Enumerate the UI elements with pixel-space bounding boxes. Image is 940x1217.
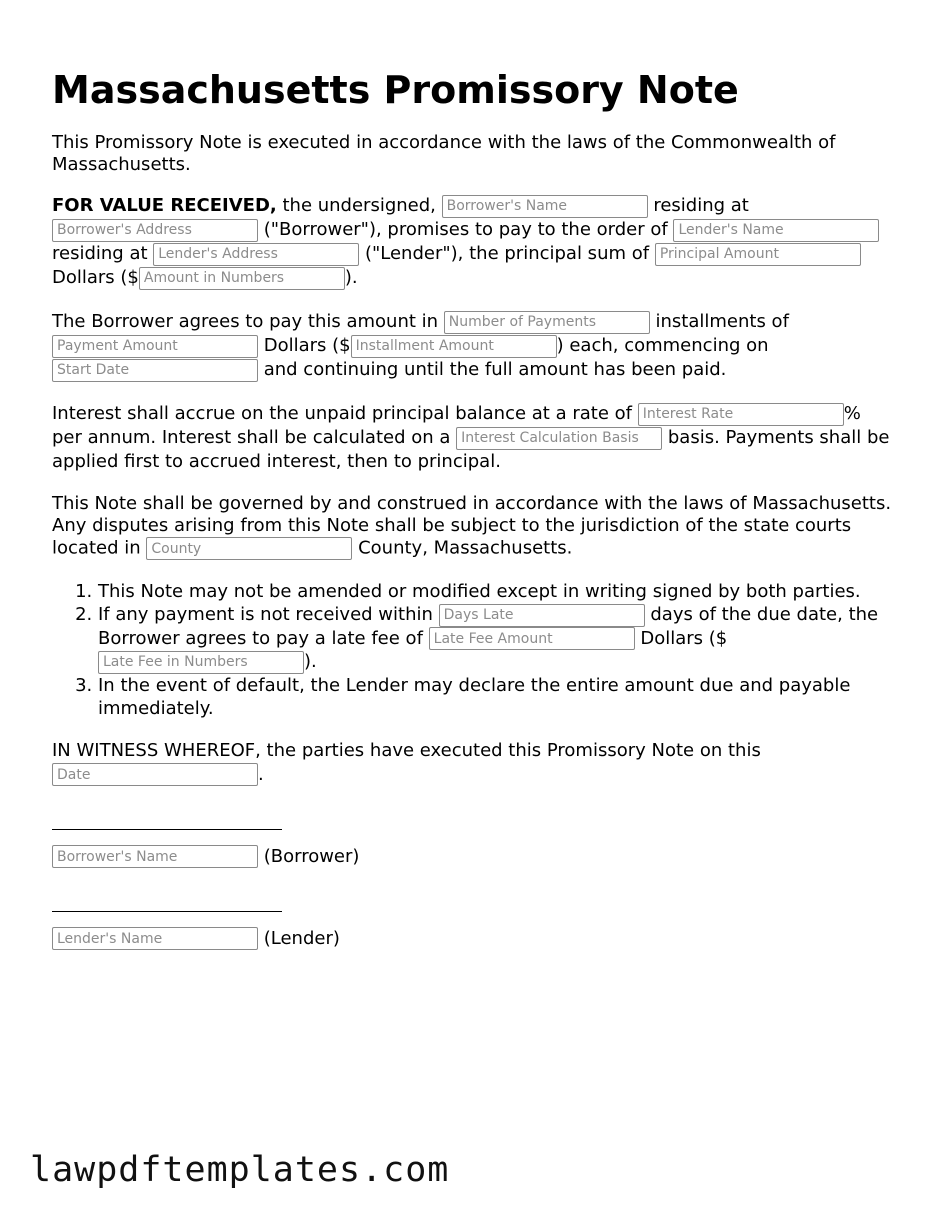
borrower-signature-row [52, 845, 892, 869]
late-fee-numbers-input[interactable] [98, 651, 304, 674]
lender-signature-name-input[interactable] [52, 927, 258, 950]
borrower-label: (Borrower) [258, 845, 360, 867]
footer-watermark: lawpdftemplates.com [30, 1150, 450, 1190]
installment-amount-input[interactable] [351, 335, 557, 358]
value-received-paragraph: FOR VALUE RECEIVED, the undersigned, Borrower's Name residing at Borrower's Address ("Borrower"), promises to pay to the order of Lender's Name residing at Lender's Address ("Lender"), the principal sum of Principal Amount Dollars ($Amount in Numbers ). [52, 194, 892, 290]
interest-rate-input[interactable] [638, 403, 844, 426]
lender-signature-line[interactable] [52, 893, 284, 917]
governing-law-paragraph: This Note shall be governed by and construed in accordance with the laws of Massachusetts. Any disputes arising from this Note shall be subject to the jurisdiction of the state courts located in County County, Massachusetts. [52, 493, 892, 560]
days-late-input[interactable] [439, 604, 645, 627]
late-fee-amount-input[interactable] [429, 627, 635, 650]
principal-amount-input[interactable] [655, 243, 861, 266]
list-item: 2. If any payment is not received within Days Late days of the due date, the Borrower agrees to pay a late fee of Late Fee Amount Dollars ($Late Fee in Numbers). [98, 603, 892, 674]
number-of-payments-input[interactable] [444, 311, 650, 334]
interest-basis-input[interactable] [456, 427, 662, 450]
lender-label: (Lender) [258, 927, 340, 949]
interest-paragraph: Interest shall accrue on the unpaid principal balance at a rate of Interest Rate % per annum. Interest shall be calculated on a Interest Calculation Basis basis. Payments shall be applied first to accrued interest, then to principal. [52, 402, 892, 474]
value-received-lead: FOR VALUE RECEIVED, [52, 195, 277, 216]
date-input[interactable] [52, 763, 258, 786]
borrower-signature-name-input[interactable] [52, 845, 258, 868]
list-item: 1. This Note may not be amended or modified except in writing signed by both parties. [98, 580, 892, 603]
borrower-name-input[interactable] [442, 195, 648, 218]
page-title: Massachusetts Promissory Note [52, 68, 739, 112]
lender-name-input[interactable] [673, 219, 879, 242]
amount-numbers-input[interactable] [139, 267, 345, 290]
payment-amount-input[interactable] [52, 335, 258, 358]
list-item: 3. In the event of default, the Lender may declare the entire amount due and payable immediately. [98, 674, 892, 720]
county-input[interactable] [146, 537, 352, 560]
intro-paragraph: This Promissory Note is executed in accordance with the laws of the Commonwealth of Massachusetts. [52, 132, 836, 175]
start-date-input[interactable] [52, 359, 258, 382]
witness-paragraph: IN WITNESS WHEREOF, the parties have executed this Promissory Note on this Date. [52, 739, 892, 787]
borrower-signature-line[interactable] [52, 811, 284, 835]
lender-signature-row [52, 927, 892, 951]
terms-list [52, 580, 892, 720]
document-page [52, 0, 892, 951]
installments-paragraph: The Borrower agrees to pay this amount in Number of Payments installments of Payment Amount Dollars ($Installment Amount ) each, commencing on Start Date and continuing until the full amount has been paid. [52, 310, 892, 382]
lender-address-input[interactable] [153, 243, 359, 266]
borrower-address-input[interactable] [52, 219, 258, 242]
